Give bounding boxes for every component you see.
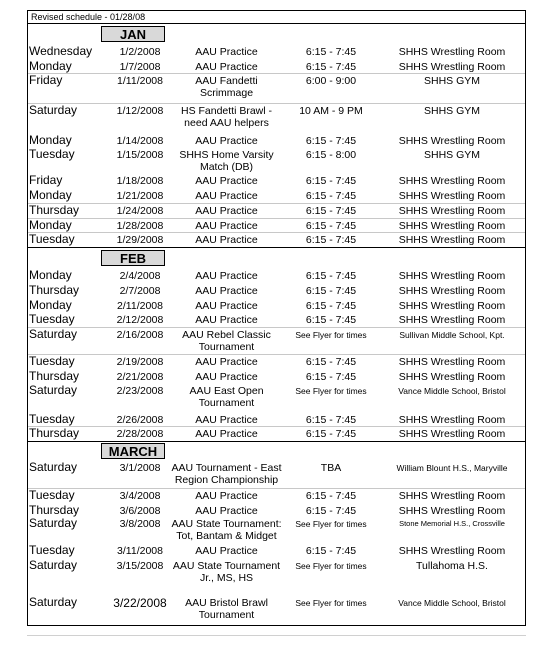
row-divider bbox=[28, 218, 525, 219]
row-date: 2/26/2008 bbox=[116, 414, 164, 426]
row-day: Saturday bbox=[29, 516, 78, 530]
page-bottom-edge bbox=[27, 635, 526, 636]
row-time: See Flyer for times bbox=[295, 330, 367, 340]
row-location: SHHS GYM bbox=[423, 149, 480, 161]
row-date: 1/21/2008 bbox=[116, 190, 164, 202]
row-event: AAU Practice bbox=[195, 371, 258, 383]
row-time: 6:15 - 7:45 bbox=[305, 205, 357, 217]
row-location: SHHS Wrestling Room bbox=[398, 285, 506, 297]
row-time: 6:15 - 7:45 bbox=[305, 490, 357, 502]
row-divider bbox=[28, 73, 525, 74]
row-date: 1/11/2008 bbox=[117, 75, 163, 87]
row-time: 6:15 - 8:00 bbox=[305, 149, 357, 161]
row-time: 10 AM - 9 PM bbox=[299, 105, 363, 117]
row-event: AAU Fandetti Scrimmage bbox=[195, 75, 258, 99]
row-event: SHHS Home Varsity Match (DB) bbox=[179, 149, 274, 173]
row-location: SHHS Wrestling Room bbox=[398, 428, 506, 440]
row-day: Monday bbox=[29, 188, 72, 202]
row-location: Vance Middle School, Bristol bbox=[398, 386, 506, 396]
row-event: AAU Bristol Brawl Tournament bbox=[185, 597, 268, 621]
row-divider bbox=[28, 232, 525, 233]
row-event: AAU State Tournament: Tot, Bantam & Midget bbox=[171, 518, 282, 542]
row-event: AAU State Tournament Jr., MS, HS bbox=[172, 560, 281, 584]
row-event: AAU Practice bbox=[195, 356, 258, 368]
row-day: Tuesday bbox=[29, 412, 75, 426]
row-day: Tuesday bbox=[29, 147, 75, 161]
row-date: 1/18/2008 bbox=[116, 175, 164, 187]
row-day: Saturday bbox=[29, 595, 78, 609]
row-time: 6:15 - 7:45 bbox=[305, 428, 357, 440]
row-date: 1/15/2008 bbox=[116, 149, 164, 161]
row-time: See Flyer for times bbox=[295, 598, 367, 608]
row-location: Stone Memorial H.S., Crossville bbox=[399, 519, 505, 528]
row-time: 6:15 - 7:45 bbox=[305, 505, 357, 517]
row-location: SHHS GYM bbox=[423, 75, 480, 87]
row-event: AAU Rebel Classic Tournament bbox=[182, 329, 271, 353]
row-time: 6:15 - 7:45 bbox=[305, 414, 357, 426]
row-time: 6:15 - 7:45 bbox=[305, 371, 357, 383]
row-location: SHHS Wrestling Room bbox=[398, 61, 506, 73]
row-time: See Flyer for times bbox=[295, 386, 367, 396]
row-date: 3/11/2008 bbox=[117, 545, 163, 557]
month-heading: JAN bbox=[101, 26, 165, 42]
row-event: AAU Practice bbox=[195, 190, 258, 202]
row-event: AAU Practice bbox=[195, 270, 258, 282]
row-day: Friday bbox=[29, 173, 63, 187]
row-date: 2/7/2008 bbox=[119, 285, 161, 297]
row-event: AAU Practice bbox=[195, 234, 258, 246]
row-date: 3/4/2008 bbox=[119, 490, 161, 502]
row-event: AAU Practice bbox=[195, 545, 258, 557]
row-day: Monday bbox=[29, 218, 72, 232]
row-event: AAU Practice bbox=[195, 428, 258, 440]
row-day: Saturday bbox=[29, 460, 78, 474]
row-time: 6:15 - 7:45 bbox=[305, 220, 357, 232]
row-time: 6:15 - 7:45 bbox=[305, 61, 357, 73]
row-event: AAU Practice bbox=[195, 285, 258, 297]
row-day: Saturday bbox=[29, 383, 78, 397]
section-divider bbox=[28, 247, 525, 248]
row-divider bbox=[28, 327, 525, 328]
row-location: SHHS Wrestling Room bbox=[398, 490, 506, 502]
row-event: AAU Practice bbox=[195, 205, 258, 217]
row-time: See Flyer for times bbox=[295, 519, 367, 529]
row-event: AAU Practice bbox=[195, 300, 258, 312]
row-location: SHHS Wrestling Room bbox=[398, 270, 506, 282]
row-divider bbox=[28, 426, 525, 427]
row-day: Saturday bbox=[29, 103, 78, 117]
month-heading: FEB bbox=[101, 250, 165, 266]
row-event: HS Fandetti Brawl - need AAU helpers bbox=[180, 105, 273, 129]
row-date: 1/12/2008 bbox=[116, 105, 164, 117]
row-date: 2/28/2008 bbox=[116, 428, 164, 440]
row-location: SHHS Wrestling Room bbox=[398, 135, 506, 147]
row-location: SHHS Wrestling Room bbox=[398, 220, 506, 232]
section-divider bbox=[28, 441, 525, 442]
row-date: 2/4/2008 bbox=[119, 270, 161, 282]
row-time: 6:15 - 7:45 bbox=[305, 545, 357, 557]
row-date: 2/12/2008 bbox=[116, 314, 164, 326]
row-date: 3/8/2008 bbox=[119, 518, 161, 530]
row-date: 3/1/2008 bbox=[119, 462, 161, 474]
row-location: SHHS Wrestling Room bbox=[398, 190, 506, 202]
row-location: SHHS Wrestling Room bbox=[398, 300, 506, 312]
row-location: SHHS Wrestling Room bbox=[398, 414, 506, 426]
row-day: Tuesday bbox=[29, 543, 75, 557]
row-time: 6:15 - 7:45 bbox=[305, 46, 357, 58]
schedule-sheet bbox=[27, 10, 526, 626]
row-location: SHHS Wrestling Room bbox=[398, 46, 506, 58]
row-time: 6:15 - 7:45 bbox=[305, 175, 357, 187]
month-heading: MARCH bbox=[101, 443, 165, 459]
row-event: AAU Practice bbox=[195, 490, 258, 502]
row-day: Thursday bbox=[29, 203, 80, 217]
row-time: 6:15 - 7:45 bbox=[305, 314, 357, 326]
row-location: Tullahoma H.S. bbox=[416, 560, 488, 572]
row-time: 6:15 - 7:45 bbox=[305, 270, 357, 282]
row-location: SHHS Wrestling Room bbox=[398, 234, 506, 246]
row-location: SHHS Wrestling Room bbox=[398, 175, 506, 187]
row-time: 6:15 - 7:45 bbox=[305, 285, 357, 297]
row-date: 1/24/2008 bbox=[116, 205, 164, 217]
row-time: 6:15 - 7:45 bbox=[305, 300, 357, 312]
row-date: 3/6/2008 bbox=[119, 505, 161, 517]
row-day: Tuesday bbox=[29, 232, 75, 246]
row-time: 6:15 - 7:45 bbox=[305, 135, 357, 147]
row-day: Thursday bbox=[29, 369, 80, 383]
row-time: TBA bbox=[320, 462, 342, 474]
row-event: AAU Practice bbox=[195, 414, 258, 426]
row-event: AAU Practice bbox=[195, 175, 258, 187]
row-date: 1/29/2008 bbox=[116, 234, 164, 246]
row-day: Thursday bbox=[29, 283, 80, 297]
row-location: SHHS Wrestling Room bbox=[398, 505, 506, 517]
row-time: See Flyer for times bbox=[295, 561, 367, 571]
row-location: SHHS Wrestling Room bbox=[398, 356, 506, 368]
row-date: 2/19/2008 bbox=[116, 356, 164, 368]
row-date: 3/22/2008 bbox=[113, 596, 167, 610]
row-time: 6:15 - 7:45 bbox=[305, 190, 357, 202]
row-time: 6:15 - 7:45 bbox=[305, 234, 357, 246]
row-event: AAU East Open Tournament bbox=[189, 385, 264, 409]
row-time: 6:00 - 9:00 bbox=[305, 75, 357, 87]
row-divider bbox=[28, 488, 525, 489]
row-location: SHHS Wrestling Room bbox=[398, 371, 506, 383]
row-date: 2/16/2008 bbox=[116, 329, 164, 341]
row-day: Saturday bbox=[29, 558, 78, 572]
row-date: 2/21/2008 bbox=[116, 371, 164, 383]
row-location: SHHS GYM bbox=[423, 105, 480, 117]
row-event: AAU Practice bbox=[195, 46, 258, 58]
row-day: Tuesday bbox=[29, 488, 75, 502]
row-location: SHHS Wrestling Room bbox=[398, 545, 506, 557]
row-event: AAU Practice bbox=[195, 220, 258, 232]
revised-header: Revised schedule - 01/28/08 bbox=[31, 12, 146, 22]
row-event: AAU Practice bbox=[195, 61, 258, 73]
row-day: Monday bbox=[29, 298, 72, 312]
row-event: AAU Practice bbox=[195, 314, 258, 326]
row-day: Thursday bbox=[29, 426, 80, 440]
row-event: AAU Practice bbox=[195, 505, 258, 517]
row-date: 1/7/2008 bbox=[119, 61, 161, 73]
row-day: Friday bbox=[29, 73, 63, 87]
row-date: 2/11/2008 bbox=[117, 300, 163, 312]
row-date: 2/23/2008 bbox=[116, 385, 164, 397]
row-divider bbox=[28, 354, 525, 355]
row-divider bbox=[28, 203, 525, 204]
row-date: 1/14/2008 bbox=[116, 135, 164, 147]
row-day: Tuesday bbox=[29, 354, 75, 368]
row-divider bbox=[28, 103, 525, 104]
row-day: Tuesday bbox=[29, 312, 75, 326]
row-day: Monday bbox=[29, 59, 72, 73]
header-divider bbox=[28, 23, 525, 24]
row-location: SHHS Wrestling Room bbox=[398, 314, 506, 326]
row-date: 1/2/2008 bbox=[119, 46, 161, 58]
row-day: Monday bbox=[29, 133, 72, 147]
row-location: SHHS Wrestling Room bbox=[398, 205, 506, 217]
row-day: Monday bbox=[29, 268, 72, 282]
row-location: Sullivan Middle School, Kpt. bbox=[399, 330, 505, 340]
row-location: Vance Middle School, Bristol bbox=[398, 598, 506, 608]
row-date: 1/28/2008 bbox=[116, 220, 164, 232]
row-day: Saturday bbox=[29, 327, 78, 341]
row-event: AAU Tournament - East Region Championship bbox=[171, 462, 282, 486]
row-day: Wednesday bbox=[29, 44, 93, 58]
row-day: Thursday bbox=[29, 503, 80, 517]
row-date: 3/15/2008 bbox=[116, 560, 164, 572]
row-event: AAU Practice bbox=[195, 135, 258, 147]
row-time: 6:15 - 7:45 bbox=[305, 356, 357, 368]
row-location: William Blount H.S., Maryville bbox=[396, 463, 508, 473]
